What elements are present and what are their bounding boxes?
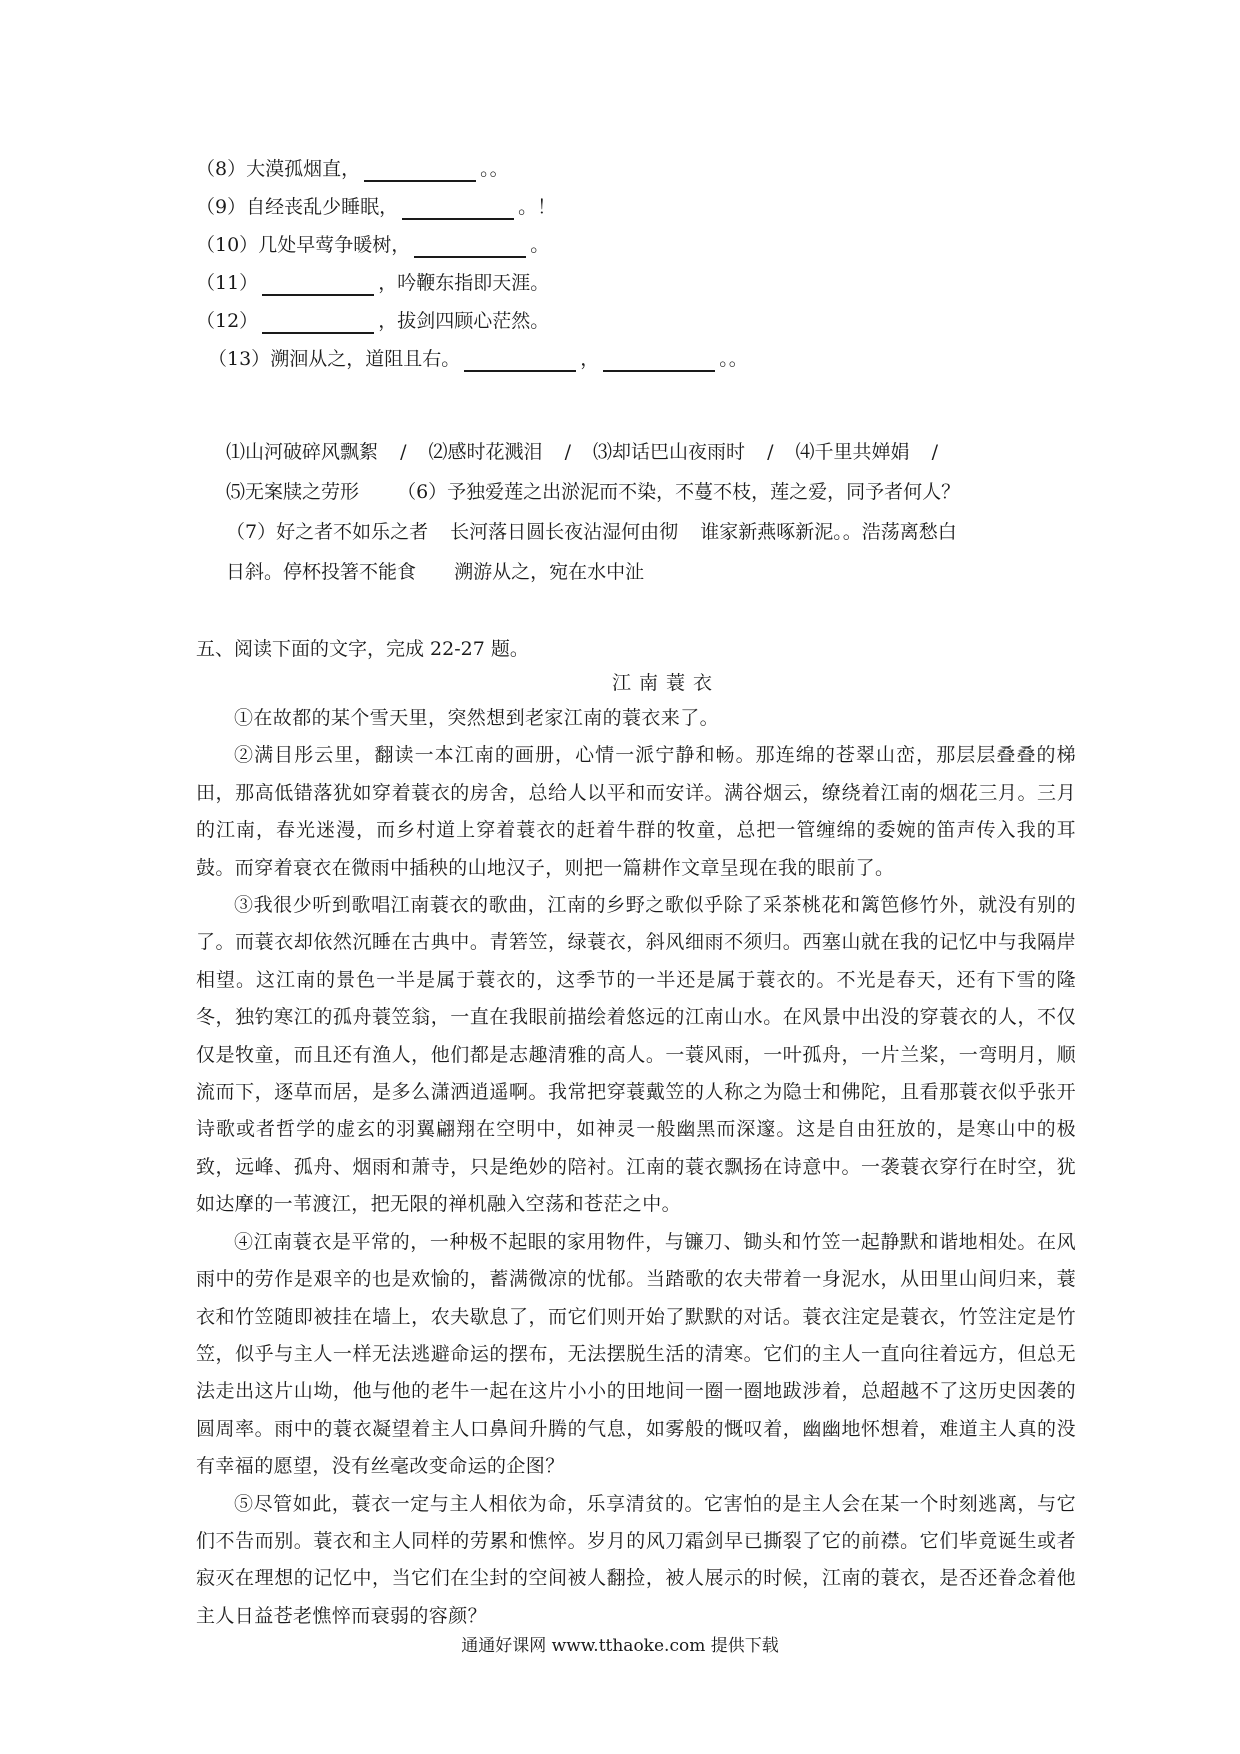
answer-item: ⑵感时花溅泪 <box>428 441 543 463</box>
question-number: （12） <box>196 310 259 332</box>
question-number: （11） <box>196 272 259 294</box>
separator: / <box>931 441 939 463</box>
answer-item: 溯游从之，宛在水中沚 <box>454 561 645 583</box>
answer-blank <box>364 158 476 182</box>
answer-item: （7）好之者不如乐之者 <box>226 521 429 543</box>
question-text: 自经丧乱少睡眠， <box>246 196 399 218</box>
article-title: 江南蓑衣 <box>611 672 720 694</box>
question-text: 。 <box>530 234 550 256</box>
answer-item: 谁家新燕啄新泥。。浩荡离愁白 <box>700 521 957 543</box>
answer-blank <box>464 348 576 372</box>
answer-blank <box>402 196 514 220</box>
fill-row-11 <box>196 264 1096 302</box>
question-text: 几处早莺争暖树， <box>258 234 411 256</box>
question-text: 。！ <box>518 196 557 218</box>
separator: / <box>400 441 407 463</box>
fill-in-questions <box>196 150 1096 378</box>
question-number: （13） <box>208 348 271 370</box>
answer-item: ⑶却话巴山夜雨时 <box>593 441 746 463</box>
paragraph: ①在故都的某个雪天里，突然想到老家江南的蓑衣来了。 <box>234 707 720 729</box>
fill-row-9 <box>196 188 1096 226</box>
answer-item: 长河落日圆长夜沾湿何由彻 <box>450 521 679 543</box>
answer-line-4 <box>226 552 1086 592</box>
question-text: ， <box>580 348 600 370</box>
answer-item: （6）予独爱莲之出淤泥而不染，不蔓不枝，莲之爱，同予者何人？ <box>397 481 961 503</box>
separator: / <box>564 441 571 463</box>
question-number: （10） <box>196 234 259 256</box>
answer-item: ⑷千里共婵娟 <box>795 441 910 463</box>
answer-item: 日斜。停杯投箸不能食 <box>226 561 417 583</box>
question-text: 。。 <box>480 158 509 180</box>
paragraph: ④江南蓑衣是平常的，一种极不起眼的家用物件，与镰刀、锄头和竹笠一起静默和谐地相处。在风雨中的劳作是艰辛的也是欢愉的，蓄满微凉的忧郁。当踏歌的农夫带着一身泥水，从田里山间归来，蓑衣和竹笠随即被挂在墙上，农夫歇息了，而它们则开始了默默的对话。蓑衣注定是蓑衣，竹笠注定是竹笠，似乎与主人一样无法逃避命运的摆布，无法摆脱生活的清寒。它们的主人一直向往着远方，但总无法走出这片山坳，他与他的老牛一起在这片小小的田地间一圈一圈地跋涉着，总超越不了这历史因袭的圆周率。雨中的蓑衣凝望着主人口鼻间升腾的气息，如雾般的慨叹着，幽幽地怀想着，难道主人真的没有幸福的愿望，没有丝毫改变命运的企图？ <box>196 1230 1076 1478</box>
answer-key <box>226 432 1086 592</box>
answer-blank <box>603 348 715 372</box>
answer-line-3 <box>226 512 1086 552</box>
paragraph: ②满目彤云里，翻读一本江南的画册，心情一派宁静和畅。那连绵的苍翠山峦，那层层叠叠的梯田，那高低错落犹如穿着蓑衣的房舍，总给人以平和而安详。满谷烟云，缭绕着江南的烟花三月。三月的江南，春光迷漫，而乡村道上穿着蓑衣的赶着牛群的牧童，总把一管缠绵的委婉的笛声传入我的耳鼓。而穿着衰衣在微雨中插秧的山地汉子，则把一篇耕作文章呈现在我的眼前了。 <box>196 744 1076 879</box>
fill-row-12 <box>196 302 1096 340</box>
answer-line-2 <box>226 472 1086 512</box>
answer-blank <box>414 234 526 258</box>
question-number: （8） <box>196 158 247 180</box>
paragraph: ③我很少听到歌唱江南蓑衣的歌曲，江南的乡野之歌似乎除了采茶桃花和篱笆修竹外，就没有别的了。而蓑衣却依然沉睡在古典中。青箬笠，绿蓑衣，斜风细雨不须归。西塞山就在我的记忆中与我隔岸相望。这江南的景色一半是属于蓑衣的，这季节的一半还是属于蓑衣的。不光是春天，还有下雪的隆冬，独钓寒江的孤舟蓑笠翁，一直在我眼前描绘着悠远的江南山水。在风景中出没的穿蓑衣的人，不仅仅是牧童，而且还有渔人，他们都是志趣清雅的高人。一蓑风雨，一叶孤舟，一片兰桨，一弯明月，顺流而下，逐草而居，是多么潇洒逍遥啊。我常把穿蓑戴笠的人称之为隐士和佛陀，且看那蓑衣似乎张开诗歌或者哲学的虚玄的羽翼翩翔在空明中，如神灵一般幽黑而深邃。这是自由狂放的，是寒山中的极致，远峰、孤舟、烟雨和萧寺，只是绝妙的陪衬。江南的蓑衣飘扬在诗意中。一袭蓑衣穿行在时空，犹如达摩的一苇渡江，把无限的禅机融入空荡和苍茫之中。 <box>196 894 1076 1216</box>
fill-row-13 <box>196 340 1096 378</box>
answer-item: ⑸无案牍之劳形 <box>226 481 360 503</box>
paragraph: ⑤尽管如此，蓑衣一定与主人相依为命，乐享清贫的。它害怕的是主人会在某一个时刻逃离，与它们不告而别。蓑衣和主人同样的劳累和憔悴。岁月的风刀霜剑早已撕裂了它的前襟。它们毕竟诞生或者寂灭在理想的记忆中，当它们在尘封的空间被人翻捡，被人展示的时候，江南的蓑衣，是否还眷念着他主人日益苍老憔悴而衰弱的容颜？ <box>196 1492 1076 1627</box>
question-text: ，吟鞭东指即天涯。 <box>378 272 550 294</box>
question-text: 溯洄从之，道阻且右。 <box>270 348 461 370</box>
reading-section <box>196 632 1076 1635</box>
answer-line-1 <box>226 432 1086 472</box>
fill-row-8 <box>196 150 1096 188</box>
question-number: （9） <box>196 196 247 218</box>
question-text: ，拔剑四顾心茫然。 <box>378 310 550 332</box>
section-heading: 五、阅读下面的文字，完成 22-27 题。 <box>196 638 529 660</box>
fill-row-10 <box>196 226 1096 264</box>
answer-blank <box>262 310 374 334</box>
answer-blank <box>262 272 374 296</box>
question-text: 大漠孤烟直， <box>246 158 361 180</box>
answer-item: ⑴山河破碎风飘絮 <box>226 441 379 463</box>
separator: / <box>767 441 774 463</box>
page-footer: 通通好课网 www.tthaoke.com 提供下载 <box>461 1636 779 1656</box>
question-text: 。。 <box>719 348 748 370</box>
